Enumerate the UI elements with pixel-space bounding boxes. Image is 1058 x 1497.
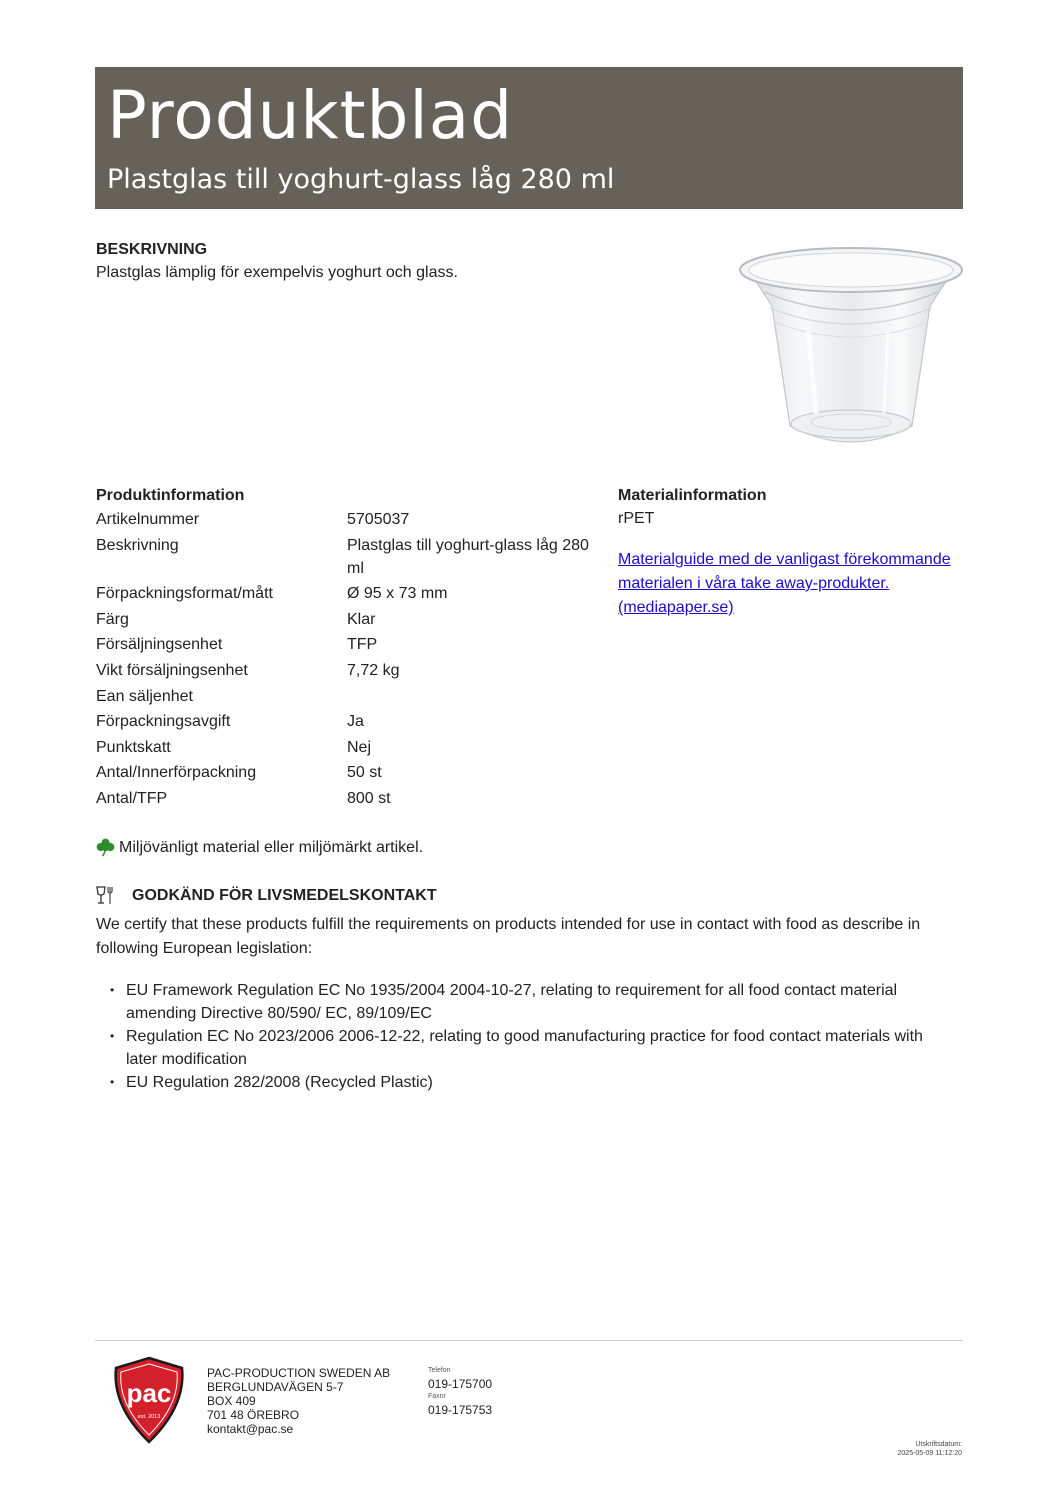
page-subtitle: Plastglas till yoghurt-glass låg 280 ml xyxy=(107,164,615,195)
company-name: PAC-PRODUCTION SWEDEN AB xyxy=(207,1366,391,1380)
footer-divider xyxy=(95,1340,963,1341)
pac-logo xyxy=(110,1356,188,1444)
row-value xyxy=(347,685,597,708)
table-row xyxy=(96,685,597,708)
fax-number: 019-175753 xyxy=(428,1403,493,1417)
material-value: rPET xyxy=(618,510,655,527)
row-value: 800 st xyxy=(347,789,391,807)
row-key: Förpackningsformat/mått xyxy=(96,585,273,603)
clover-icon xyxy=(96,838,115,857)
table-row xyxy=(96,736,597,759)
row-key: Färg xyxy=(96,610,129,628)
description-heading: BESKRIVNING xyxy=(96,241,208,258)
row-key: Försäljningsenhet xyxy=(96,636,223,654)
row-value: Nej xyxy=(347,738,372,756)
row-key: Beskrivning xyxy=(96,536,179,554)
table-row xyxy=(96,633,597,656)
print-date xyxy=(898,1440,962,1458)
row-key: Antal/Innerförpackning xyxy=(96,764,257,782)
list-item: • EU Framework Regulation EC No 1935/2004 2004-10-27, relating to requirement for all food contact material amending Directive 80/590/ EC, 89/109/EC xyxy=(110,979,950,1025)
product-info-heading: Produktinformation xyxy=(96,487,245,504)
row-key: Artikelnummer xyxy=(96,511,200,528)
po-box: BOX 409 xyxy=(207,1394,256,1408)
food-contact-heading xyxy=(96,886,437,906)
phone-number: 019-175700 xyxy=(428,1377,493,1391)
legislation-list xyxy=(110,979,950,1094)
contact-info xyxy=(428,1365,492,1417)
table-row xyxy=(96,582,597,605)
row-value: Ja xyxy=(347,713,364,731)
print-date-label: Utskriftsdatum: xyxy=(915,1441,962,1448)
table-row xyxy=(96,534,597,580)
row-key: Antal/TFP xyxy=(96,789,168,807)
material-guide-link[interactable]: Materialguide med de vanligast förekommande materialen i våra take away-produkter. (mediapaper.se) xyxy=(618,551,951,616)
row-value: Plastglas till yoghurt-glass låg 280 ml xyxy=(347,536,589,577)
product-cup-image xyxy=(738,236,964,454)
table-row xyxy=(96,710,597,733)
row-key: Punktskatt xyxy=(96,738,171,756)
print-date-value: 2025-05-09 11:12:20 xyxy=(897,1450,962,1457)
list-item: • Regulation EC No 2023/2006 2006-12-22, relating to good manufacturing practice for food contact materials with later modification xyxy=(110,1025,950,1071)
row-key: Förpackningsavgift xyxy=(96,713,231,731)
row-value: Ø 95 x 73 mm xyxy=(347,585,448,603)
eco-note-text: Miljövänligt material eller miljömärkt artikel. xyxy=(119,838,424,856)
fax-label: Faxnr xyxy=(428,1393,446,1400)
row-value: 5705037 xyxy=(347,511,410,528)
row-value: 50 st xyxy=(347,764,382,782)
food-contact-title: GODKÄND FÖR LIVSMEDELSKONTAKT xyxy=(132,887,437,904)
product-info-table xyxy=(96,508,597,813)
row-value: Klar xyxy=(347,610,376,628)
description-text: Plastglas lämplig för exempelvis yoghurt och glass. xyxy=(96,264,458,281)
email: kontakt@pac.se xyxy=(207,1422,294,1436)
company-address xyxy=(207,1366,390,1436)
row-key: Ean säljenhet xyxy=(96,687,193,705)
table-row xyxy=(96,761,597,784)
logo-text: pac xyxy=(126,1378,172,1408)
page-title: Produktblad xyxy=(107,77,514,154)
table-row xyxy=(96,508,597,531)
table-row xyxy=(96,608,597,631)
row-key: Vikt försäljningsenhet xyxy=(96,661,248,679)
glass-fork-icon xyxy=(96,886,114,906)
list-item: • EU Regulation 282/2008 (Recycled Plastic) xyxy=(110,1071,950,1094)
eco-note xyxy=(96,838,423,857)
phone-label: Telefon xyxy=(428,1367,451,1374)
city: 701 48 ÖREBRO xyxy=(207,1408,300,1422)
certification-text: We certify that these products fulfill the requirements on products intended for use in contact with food as describe in following European legislation: xyxy=(96,916,921,957)
material-info-heading: Materialinformation xyxy=(618,487,767,504)
row-value: TFP xyxy=(347,636,378,654)
table-row xyxy=(96,787,597,810)
street: BERGLUNDAVÄGEN 5-7 xyxy=(207,1380,344,1394)
table-row xyxy=(96,659,597,682)
row-value: 7,72 kg xyxy=(347,661,400,679)
logo-subtext: est. 2013 xyxy=(137,1414,161,1420)
